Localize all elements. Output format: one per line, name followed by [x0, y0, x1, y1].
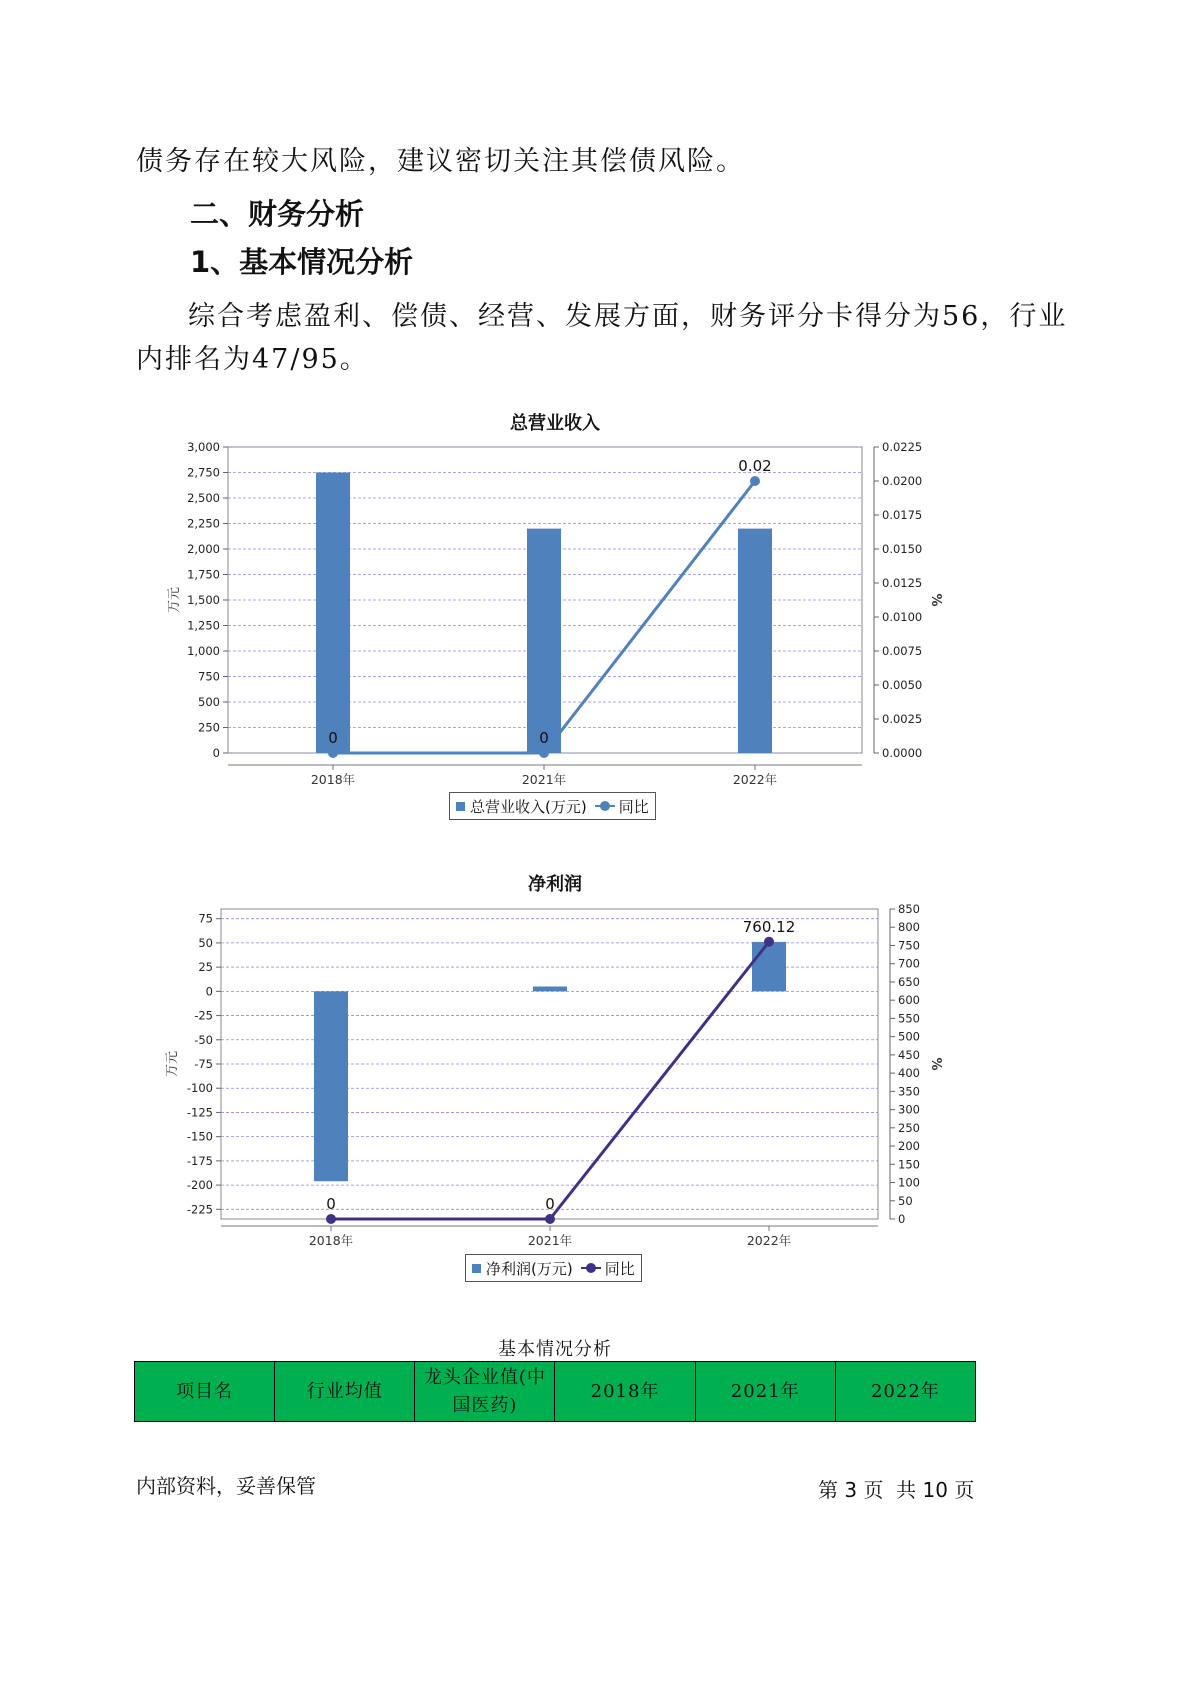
yoy-point — [750, 476, 760, 486]
yoy-point — [326, 1214, 336, 1224]
y2-tick-label: 0 — [898, 1212, 906, 1226]
revenue-chart-title: 总营业收入 — [510, 413, 600, 434]
net-profit-chart-legend — [465, 1254, 642, 1282]
summary-paragraph-line-2: 内排名为47/95。 — [136, 344, 369, 375]
y-tick-label: -200 — [186, 1178, 213, 1193]
y2-tick-label: 200 — [898, 1139, 920, 1154]
footer-page-number: 第 3 页 共 10 页 — [818, 1478, 975, 1502]
y2-tick-label: 400 — [898, 1066, 920, 1081]
y2-tick-label: 100 — [898, 1175, 920, 1190]
y-tick-label: -150 — [186, 1129, 213, 1144]
y2-tick-label: 750 — [898, 938, 920, 953]
bar — [316, 473, 350, 754]
legend-line-marker-yoy — [595, 801, 615, 811]
table-caption: 基本情况分析 — [498, 1339, 612, 1360]
y-tick-label: 1,250 — [187, 618, 220, 633]
legend-label-yoy: 同比 — [604, 1259, 635, 1278]
y-tick-label: 50 — [198, 935, 213, 950]
legend-label-yoy: 同比 — [618, 797, 649, 816]
yoy-point — [328, 748, 338, 758]
yoy-point — [545, 1214, 555, 1224]
legend-label-revenue: 总营业收入(万元) — [470, 797, 587, 816]
summary-paragraph-line-1: 综合考虑盈利、偿债、经营、发展方面，财务评分卡得分为56，行业 — [188, 301, 1068, 332]
y2-tick-label: 0.0175 — [882, 508, 923, 522]
y-tick-label: 500 — [198, 695, 220, 709]
y2-axis-label: % — [928, 593, 943, 607]
basic-analysis-table — [134, 1361, 976, 1422]
y2-tick-label: 0.0025 — [882, 712, 923, 726]
yoy-data-label: 0 — [539, 729, 549, 747]
table-header-cell: 龙头企业值(中国医药) — [415, 1362, 555, 1422]
body-text-line: 债务存在较大风险，建议密切关注其偿债风险。 — [136, 146, 745, 177]
y-tick-label: 2,500 — [187, 491, 220, 505]
section-heading: 二、财务分析 — [190, 197, 365, 231]
x-tick-label: 2018年 — [308, 1233, 354, 1248]
revenue-chart — [0, 430, 1191, 830]
legend-line-marker-yoy — [581, 1263, 601, 1273]
table-header-cell: 2022年 — [835, 1362, 975, 1422]
bar — [527, 529, 561, 753]
y2-tick-label: 700 — [898, 956, 920, 971]
y-tick-label: 250 — [198, 720, 220, 735]
net-profit-chart — [0, 895, 1191, 1295]
y-tick-label: -50 — [194, 1032, 213, 1047]
x-tick-label: 2018年 — [310, 772, 356, 787]
table-header-cell: 2018年 — [555, 1362, 695, 1422]
x-tick-label: 2021年 — [527, 1233, 573, 1248]
y2-tick-label: 850 — [898, 902, 920, 916]
yoy-data-label: 0 — [328, 729, 338, 747]
y-axis-label: 万元 — [165, 1050, 180, 1078]
y-axis-label: 万元 — [167, 586, 182, 614]
y-tick-label: 75 — [198, 911, 213, 926]
y-tick-label: 1,750 — [187, 567, 220, 582]
table-header-cell: 2021年 — [695, 1362, 835, 1422]
y-tick-label: 1,000 — [187, 644, 220, 658]
y-tick-label: 0 — [205, 984, 213, 999]
y-tick-label: -175 — [186, 1153, 213, 1168]
x-tick-label: 2022年 — [746, 1233, 792, 1248]
y-tick-label: -125 — [186, 1105, 213, 1120]
legend-swatch-net-profit — [472, 1264, 481, 1273]
y2-tick-label: 150 — [898, 1157, 920, 1172]
bar — [314, 991, 348, 1181]
x-tick-label: 2021年 — [521, 772, 567, 787]
y2-tick-label: 550 — [898, 1011, 920, 1026]
y-tick-label: 750 — [198, 669, 220, 684]
y2-tick-label: 650 — [898, 974, 920, 989]
yoy-data-label: 0 — [326, 1195, 336, 1213]
yoy-point — [539, 748, 549, 758]
y-tick-label: 25 — [198, 960, 213, 975]
revenue-chart-legend — [449, 792, 656, 820]
table-header-cell: 项目名 — [135, 1362, 275, 1422]
yoy-data-label: 760.12 — [742, 917, 796, 936]
legend-swatch-revenue — [456, 802, 465, 811]
table-header-cell: 行业均值 — [275, 1362, 415, 1422]
y2-tick-label: 0.0125 — [882, 576, 923, 590]
table-header-row — [135, 1362, 976, 1422]
y-tick-label: 0 — [212, 746, 220, 760]
y2-tick-label: 0.0075 — [882, 644, 923, 658]
y-tick-label: -75 — [194, 1057, 213, 1071]
x-tick-label: 2022年 — [732, 772, 778, 787]
y2-tick-label: 0.0000 — [882, 746, 923, 760]
y2-axis-label: % — [928, 1057, 943, 1071]
footer-confidential-note: 内部资料，妥善保管 — [136, 1474, 316, 1498]
bar — [752, 942, 786, 991]
y2-tick-label: 0.0200 — [882, 474, 923, 488]
y-tick-label: 2,250 — [187, 516, 220, 531]
y2-tick-label: 800 — [898, 920, 920, 935]
y-tick-label: -25 — [194, 1008, 213, 1023]
bar — [533, 987, 567, 992]
y-tick-label: 3,000 — [187, 440, 220, 454]
y2-tick-label: 600 — [898, 993, 920, 1008]
y2-tick-label: 0.0050 — [882, 678, 923, 692]
y2-tick-label: 300 — [898, 1102, 920, 1117]
y2-tick-label: 350 — [898, 1084, 920, 1099]
bar — [738, 529, 772, 753]
subsection-heading: 1、基本情况分析 — [190, 245, 414, 279]
y2-tick-label: 0.0150 — [882, 542, 923, 556]
y-tick-label: -100 — [186, 1081, 213, 1096]
y2-tick-label: 250 — [898, 1120, 920, 1135]
yoy-point — [764, 937, 774, 947]
y-tick-label: 1,500 — [187, 593, 220, 607]
y-tick-label: 2,000 — [187, 542, 220, 556]
y-tick-label: 2,750 — [187, 465, 220, 480]
y2-tick-label: 500 — [898, 1029, 920, 1044]
y2-tick-label: 0.0100 — [882, 610, 923, 624]
y2-tick-label: 50 — [898, 1193, 913, 1208]
yoy-data-label: 0.02 — [738, 457, 772, 475]
net-profit-chart-title: 净利润 — [528, 874, 582, 895]
y-tick-label: -225 — [186, 1202, 213, 1217]
legend-label-net-profit: 净利润(万元) — [486, 1259, 573, 1278]
y2-tick-label: 450 — [898, 1047, 920, 1062]
y2-tick-label: 0.0225 — [882, 440, 923, 454]
yoy-data-label: 0 — [545, 1195, 555, 1213]
